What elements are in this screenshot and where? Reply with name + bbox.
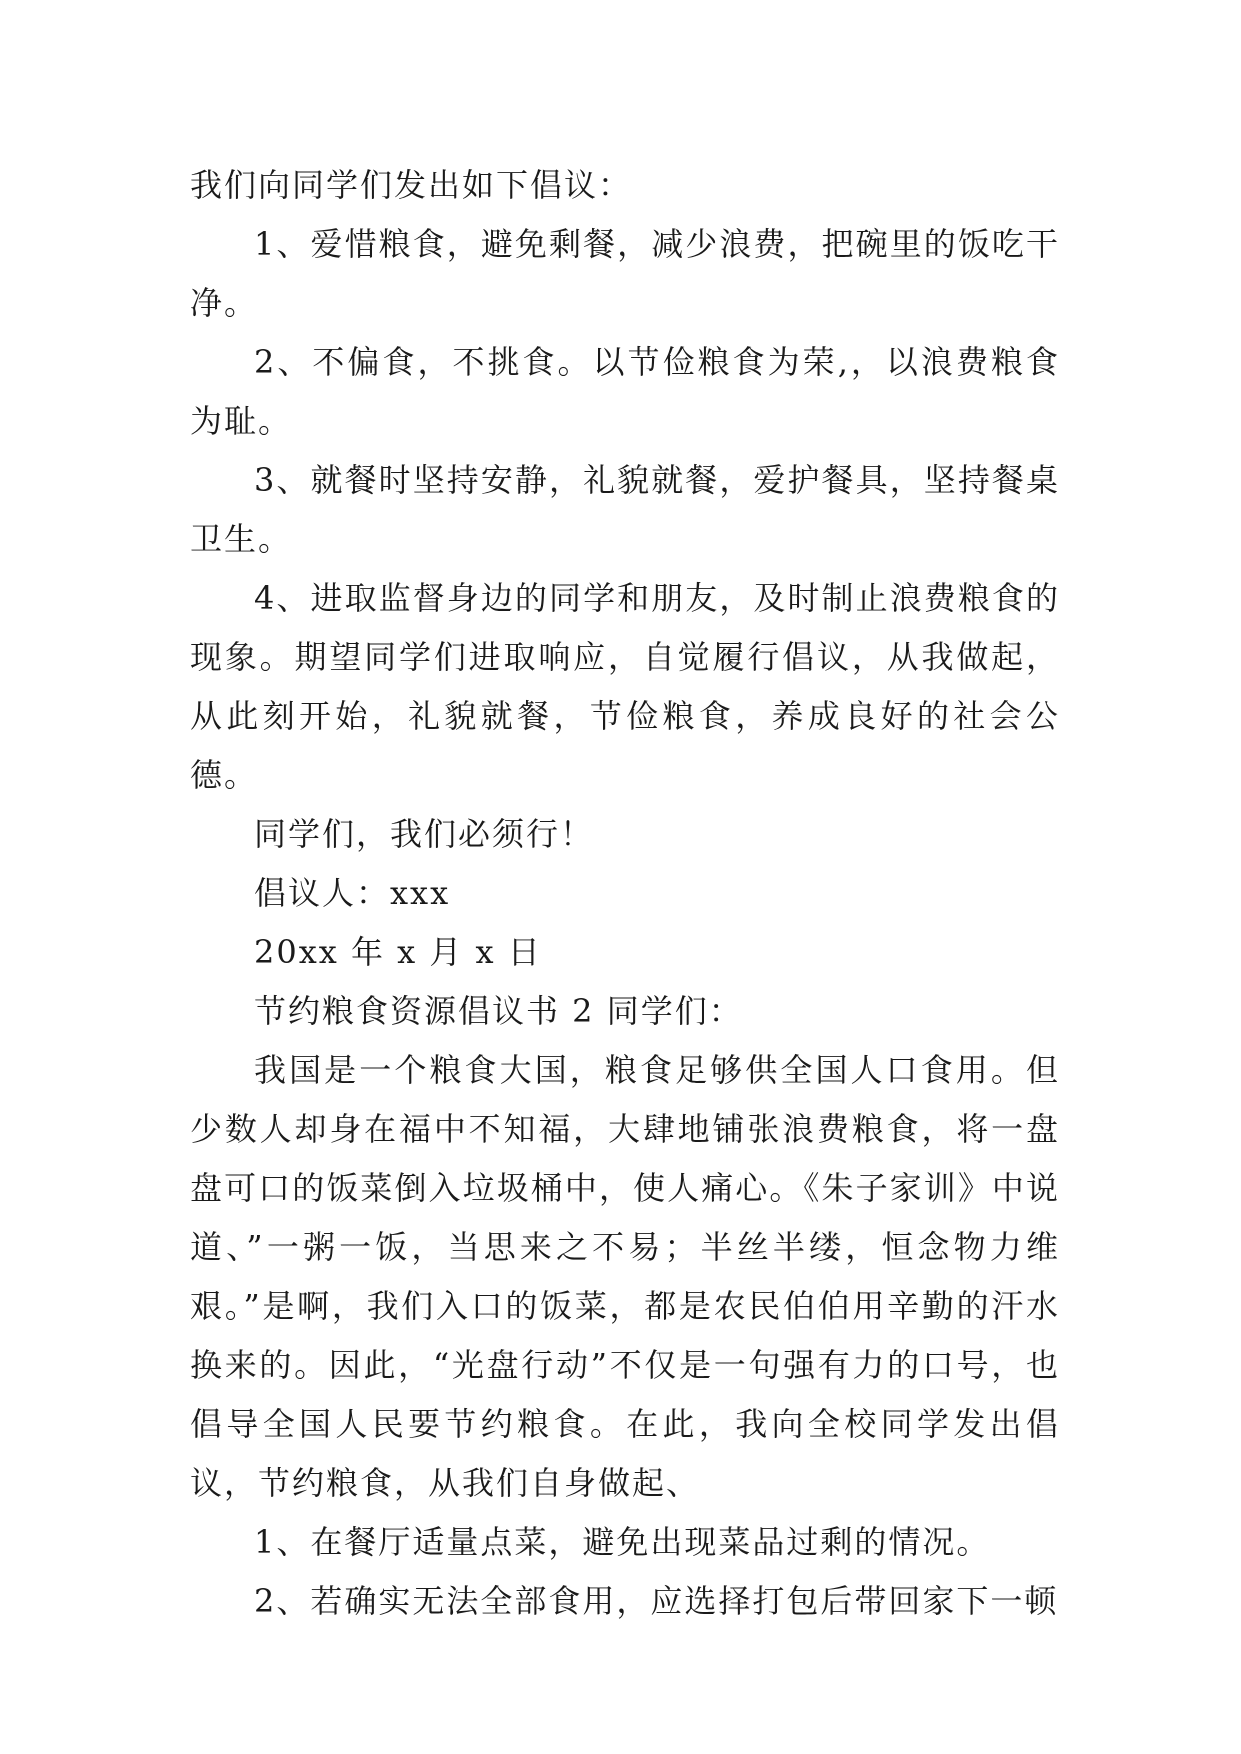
paragraph-10: 我国是一个粮食大国，粮食足够供全国人口食用。但少数人却身在福中不知福，大肆地铺张浪费粮食，将一盘盘可口的饭菜倒入垃圾桶中，使人痛心。《朱子家训》中说道、”一粥一饭，当思来之不易；半丝半缕，恒念物力维艰。”是啊，我们入口的饭菜，都是农民伯伯用辛勤的汗水换来的。因此，“光盘行动”不仅是一句强有力的口号，也倡导全国人民要节约粮食。在此，我向全校同学发出倡议，节约粮食，从我们自身做起、 xyxy=(190,1051,1060,1502)
paragraph-1: 我们向同学们发出如下倡议： xyxy=(190,166,633,204)
paragraph-11: 1、在餐厅适量点菜，避免出现菜品过剩的情况。 xyxy=(254,1523,991,1561)
paragraph-4: 3、就餐时坚持安静，礼貌就餐，爱护餐具，坚持餐桌卫生。 xyxy=(190,461,1060,558)
section-heading: 节约粮食资源倡议书 2 同学们： xyxy=(254,992,743,1030)
paragraph-12: 2、若确实无法全部食用，应选择打包后带回家下一顿 xyxy=(254,1582,1059,1620)
paragraph-6: 同学们，我们必须行！ xyxy=(254,815,595,853)
paragraph-3: 2、不偏食，不挑食。以节俭粮食为荣,，以浪费粮食为耻。 xyxy=(190,343,1060,440)
date-line: 20xx 年 x 月 x 日 xyxy=(254,933,542,971)
paragraph-2: 1、爱惜粮食，避免剩餐，减少浪费，把碗里的饭吃干净。 xyxy=(190,225,1060,322)
paragraph-5: 4、进取监督身边的同学和朋友，及时制止浪费粮食的现象。期望同学们进取响应，自觉履行倡议，从我做起，从此刻开始，礼貌就餐，节俭粮食，养成良好的社会公德。 xyxy=(190,579,1060,794)
document-body xyxy=(190,156,1060,1631)
signature-line: 倡议人：xxx xyxy=(254,874,451,912)
